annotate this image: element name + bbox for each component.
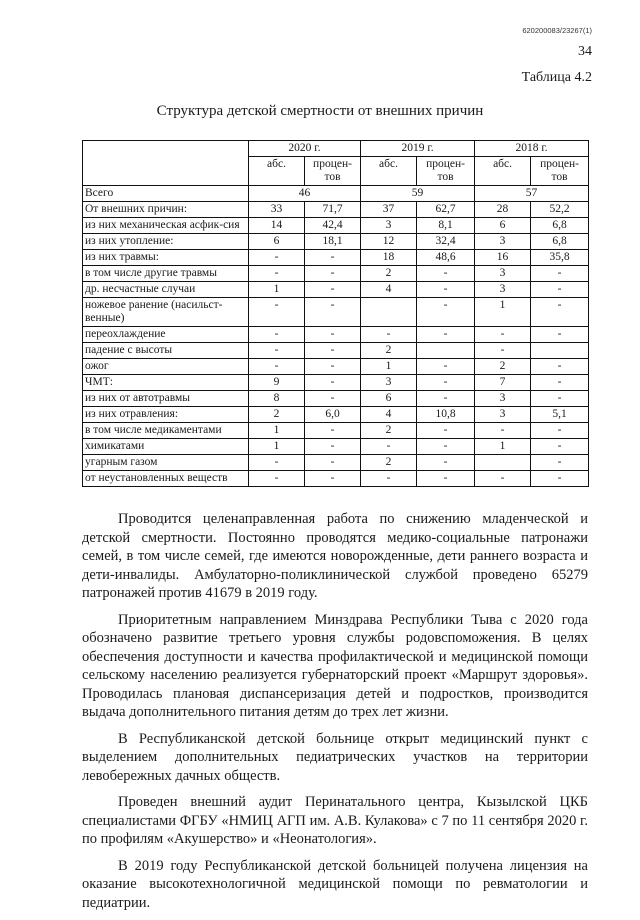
cell-percent: - [417,471,475,487]
cell-percent: - [417,423,475,439]
body-text [82,510,588,920]
table-row [83,455,589,471]
row-label: ножевое ранение (насильст-венные) [83,298,249,327]
cell-percent: - [305,391,361,407]
cell-abs: 14 [249,218,305,234]
table-row [83,359,589,375]
cell-abs: 1 [361,359,417,375]
cell-percent: - [531,298,589,327]
cell-abs: - [249,327,305,343]
total-2019: 59 [361,186,475,202]
row-label: др. несчастные случаи [83,282,249,298]
table-row [83,391,589,407]
cell-abs: 4 [361,407,417,423]
cell-abs: 1 [475,439,531,455]
cell-percent: 18,1 [305,234,361,250]
cell-percent: 52,2 [531,202,589,218]
cell-percent: - [531,282,589,298]
header-percent: процен-тов [531,157,589,186]
cell-percent: - [417,298,475,327]
total-2018: 57 [475,186,589,202]
cell-abs: 7 [475,375,531,391]
cell-abs: 1 [249,439,305,455]
cell-percent [417,343,475,359]
cell-abs: 28 [475,202,531,218]
cell-percent: - [531,359,589,375]
cell-abs: 1 [249,282,305,298]
header-abs: абс. [475,157,531,186]
header-percent: процен-тов [417,157,475,186]
cell-percent: 48,6 [417,250,475,266]
cell-abs: - [249,298,305,327]
row-label: ожог [83,359,249,375]
cell-abs: 33 [249,202,305,218]
table-row [83,202,589,218]
cell-percent: - [531,375,589,391]
cell-abs: 3 [475,266,531,282]
header-percent: процен-тов [305,157,361,186]
table-row [83,266,589,282]
cell-abs: 6 [475,218,531,234]
row-label: из них утопление: [83,234,249,250]
cell-abs: 4 [361,282,417,298]
total-2020: 46 [249,186,361,202]
row-label: От внешних причин: [83,202,249,218]
cell-percent: - [305,298,361,327]
cell-percent: 35,8 [531,250,589,266]
cell-percent: - [531,423,589,439]
table-row-total [83,186,589,202]
cell-abs: 16 [475,250,531,266]
page-number: 34 [578,44,592,59]
cell-percent: - [531,391,589,407]
cell-abs: - [475,327,531,343]
cell-abs: 8 [249,391,305,407]
cell-percent: - [417,327,475,343]
cell-abs: 1 [249,423,305,439]
row-label: из них отравления: [83,407,249,423]
cell-percent: - [305,266,361,282]
cell-abs: 3 [361,218,417,234]
table-row [83,282,589,298]
table-row [83,327,589,343]
cell-percent: - [305,423,361,439]
header-year-2018: 2018 г. [475,141,589,157]
cell-percent: - [531,327,589,343]
mortality-table [82,140,589,487]
cell-percent: - [417,266,475,282]
cell-abs: - [475,343,531,359]
cell-percent: - [531,455,589,471]
cell-abs: - [249,455,305,471]
cell-percent: - [305,455,361,471]
cell-percent: 42,4 [305,218,361,234]
cell-abs: - [249,266,305,282]
cell-percent: - [305,375,361,391]
cell-percent: - [305,250,361,266]
cell-percent: - [305,471,361,487]
cell-abs: - [361,471,417,487]
cell-abs: 2 [361,455,417,471]
cell-abs: 3 [475,407,531,423]
paragraph: Проводится целенаправленная работа по снижению младенческой и детской смертности. Постоянно проводятся медико-социальные патронажи семей, в том числе семей, где имеются новорожденные, дети раннего возраста и дети-инвалиды. Амбулаторно-поликлинической службой проведено 65279 патронажей против 41679 в 2019 году. [82,511,588,601]
cell-abs: - [249,343,305,359]
table-row [83,423,589,439]
cell-percent: - [417,391,475,407]
table-row [83,471,589,487]
cell-abs: - [475,471,531,487]
cell-percent: 8,1 [417,218,475,234]
cell-abs: 18 [361,250,417,266]
paragraph: Приоритетным направлением Минздрава Республики Тыва с 2020 года обозначено развитие третьего уровня службы родовспоможения. В целях обеспечения доступности и качества профилактической и медицинской помощи сельскому населению реализуется губернаторский проект «Маршрут здоровья». Проводилась плановая диспансеризация детей и подростков, производится выдача дополнительного питания детям до трех лет жизни. [82,611,588,720]
cell-percent: 6,8 [531,234,589,250]
cell-percent: - [531,471,589,487]
row-label: ЧМТ: [83,375,249,391]
cell-percent: - [417,359,475,375]
cell-percent: - [305,439,361,455]
cell-abs: - [249,250,305,266]
cell-percent: - [305,282,361,298]
paragraph: В Республиканской детской больнице открыт медицинский пункт с выделением дополнительных педиатрических участков на территории левобережных дачных обществ. [82,730,588,784]
cell-abs: 3 [475,234,531,250]
row-label: химикатами [83,439,249,455]
cell-percent: - [531,266,589,282]
cell-percent: 62,7 [417,202,475,218]
cell-percent: - [531,439,589,455]
cell-percent: - [305,327,361,343]
cell-abs: 2 [249,407,305,423]
header-year-2020: 2020 г. [249,141,361,157]
table-row [83,343,589,359]
table-row [83,234,589,250]
cell-percent: 32,4 [417,234,475,250]
row-label: из них травмы: [83,250,249,266]
table-row [83,218,589,234]
row-label: в том числе медикаментами [83,423,249,439]
row-label: переохлаждение [83,327,249,343]
cell-abs: - [249,471,305,487]
cell-percent: - [417,282,475,298]
row-label: угарным газом [83,455,249,471]
cell-abs: 6 [249,234,305,250]
header-abs: абс. [249,157,305,186]
row-label: в том числе другие травмы [83,266,249,282]
cell-percent: - [417,439,475,455]
cell-abs: 6 [361,391,417,407]
cell-percent: 5,1 [531,407,589,423]
cell-abs: - [361,327,417,343]
cell-abs: 3 [475,391,531,407]
cell-percent: - [305,359,361,375]
cell-percent: 6,8 [531,218,589,234]
header-label-cell [83,141,249,186]
cell-abs: - [475,423,531,439]
cell-percent: - [417,455,475,471]
cell-percent: 71,7 [305,202,361,218]
cell-abs: 9 [249,375,305,391]
cell-abs: - [361,439,417,455]
table-row [83,298,589,327]
cell-percent [531,343,589,359]
paragraph: Проведен внешний аудит Перинатального центра, Кызылской ЦКБ специалистами ФГБУ «НМИЦ АГП им. А.В. Кулакова» с 7 по 11 сентября 2020 г. по профилям «Акушерство» и «Неонатология». [82,794,588,847]
cell-abs [475,455,531,471]
document-code: 620200083/23267(1) [522,26,592,35]
cell-abs: 2 [475,359,531,375]
cell-abs: 2 [361,266,417,282]
cell-abs: - [249,359,305,375]
paragraph: В 2019 году Республиканской детской больницей получена лицензия на оказание высокотехнологичной медицинской помощи по ревматологии и педиатрии. [82,857,588,911]
cell-percent: - [305,343,361,359]
cell-percent: - [417,375,475,391]
table-header-years [83,141,589,157]
table-title: Структура детской смертности от внешних причин [156,103,484,119]
cell-abs: 12 [361,234,417,250]
table-row [83,439,589,455]
row-label: падение с высоты [83,343,249,359]
row-label: из них механическая асфик-сия [83,218,249,234]
header-year-2019: 2019 г. [361,141,475,157]
table-row [83,250,589,266]
table-label: Таблица 4.2 [521,70,592,85]
cell-percent: 6,0 [305,407,361,423]
cell-percent: 10,8 [417,407,475,423]
row-label: от неустановленных веществ [83,471,249,487]
table-row [83,407,589,423]
row-label: Всего [83,186,249,202]
cell-abs [361,298,417,327]
table-row [83,375,589,391]
cell-abs: 37 [361,202,417,218]
header-abs: абс. [361,157,417,186]
cell-abs: 3 [361,375,417,391]
cell-abs: 2 [361,343,417,359]
row-label: из них от автотравмы [83,391,249,407]
cell-abs: 1 [475,298,531,327]
cell-abs: 3 [475,282,531,298]
cell-abs: 2 [361,423,417,439]
